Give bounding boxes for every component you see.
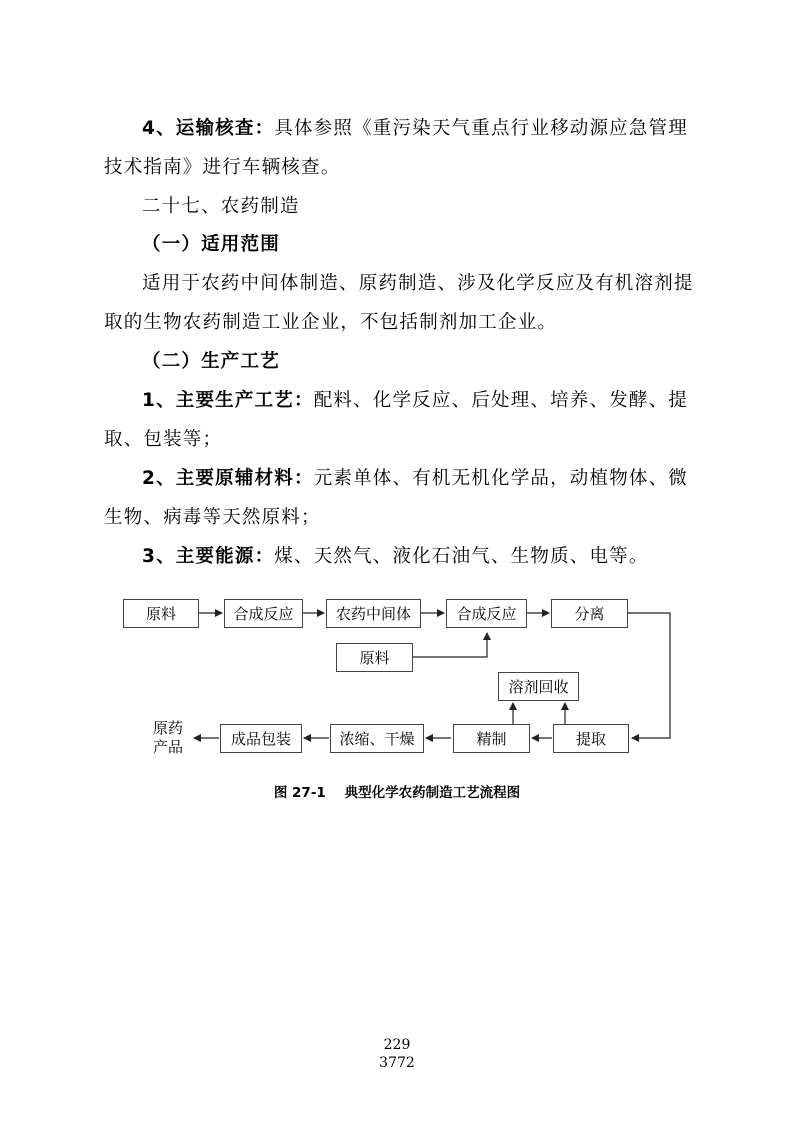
flow-box-concentrate-dry: 浓缩、干燥 <box>330 724 424 753</box>
transport-check-label: 4、运输核查： <box>142 118 275 139</box>
figure-caption: 图 27-1 典型化学农药制造工艺流程图 <box>273 785 521 801</box>
flow-box-raw-material-2: 原料 <box>336 643 413 672</box>
total-page-number: 3772 <box>379 1055 415 1071</box>
arrow-separate-to-extract <box>628 613 670 738</box>
page-number: 229 <box>383 1037 411 1053</box>
flow-box-refining: 精制 <box>453 724 530 753</box>
subsection-process-title: （二）生产工艺 <box>142 351 280 372</box>
product-label-line2: 产品 <box>152 738 183 756</box>
transport-check-text: 具体参照《重污染天气重点行业移动源应急管理技术指南》进行车辆核查。 <box>104 118 688 178</box>
scope-paragraph: 适用于农药中间体制造、原药制造、涉及化学反应及有机溶剂提取的生物农药制造工业企业，不包括制剂加工企业。 <box>104 273 694 333</box>
flow-box-separation: 分离 <box>551 599 628 628</box>
item-label: 2、主要原辅材料： <box>142 468 314 489</box>
section-title: 二十七、农药制造 <box>142 196 300 217</box>
flow-box-extraction: 提取 <box>553 724 629 753</box>
flow-box-finished-packaging: 成品包装 <box>220 724 302 753</box>
flow-box-raw-material: 原料 <box>123 599 199 628</box>
flow-box-solvent-recovery: 溶剂回收 <box>498 672 579 701</box>
subsection-scope-title: （一）适用范围 <box>142 234 280 255</box>
item-label: 1、主要生产工艺： <box>142 390 314 411</box>
item-text: 元素单体、有机无机化学品，动植物体、微生物、病毒等天然原料； <box>104 468 688 528</box>
flow-product-label <box>148 719 188 757</box>
item-label: 3、主要能源： <box>142 546 275 567</box>
flow-box-synthesis-1: 合成反应 <box>224 599 303 628</box>
arrow-raw2-to-synth2 <box>413 633 487 657</box>
item-text: 煤、天然气、液化石油气、生物质、电等。 <box>274 546 649 567</box>
flow-box-pesticide-intermediate: 农药中间体 <box>326 599 421 628</box>
flow-box-synthesis-2: 合成反应 <box>446 599 527 628</box>
product-label-line1: 原药 <box>152 719 183 737</box>
item-text: 配料、化学反应、后处理、培养、发酵、提取、包装等； <box>104 390 688 450</box>
